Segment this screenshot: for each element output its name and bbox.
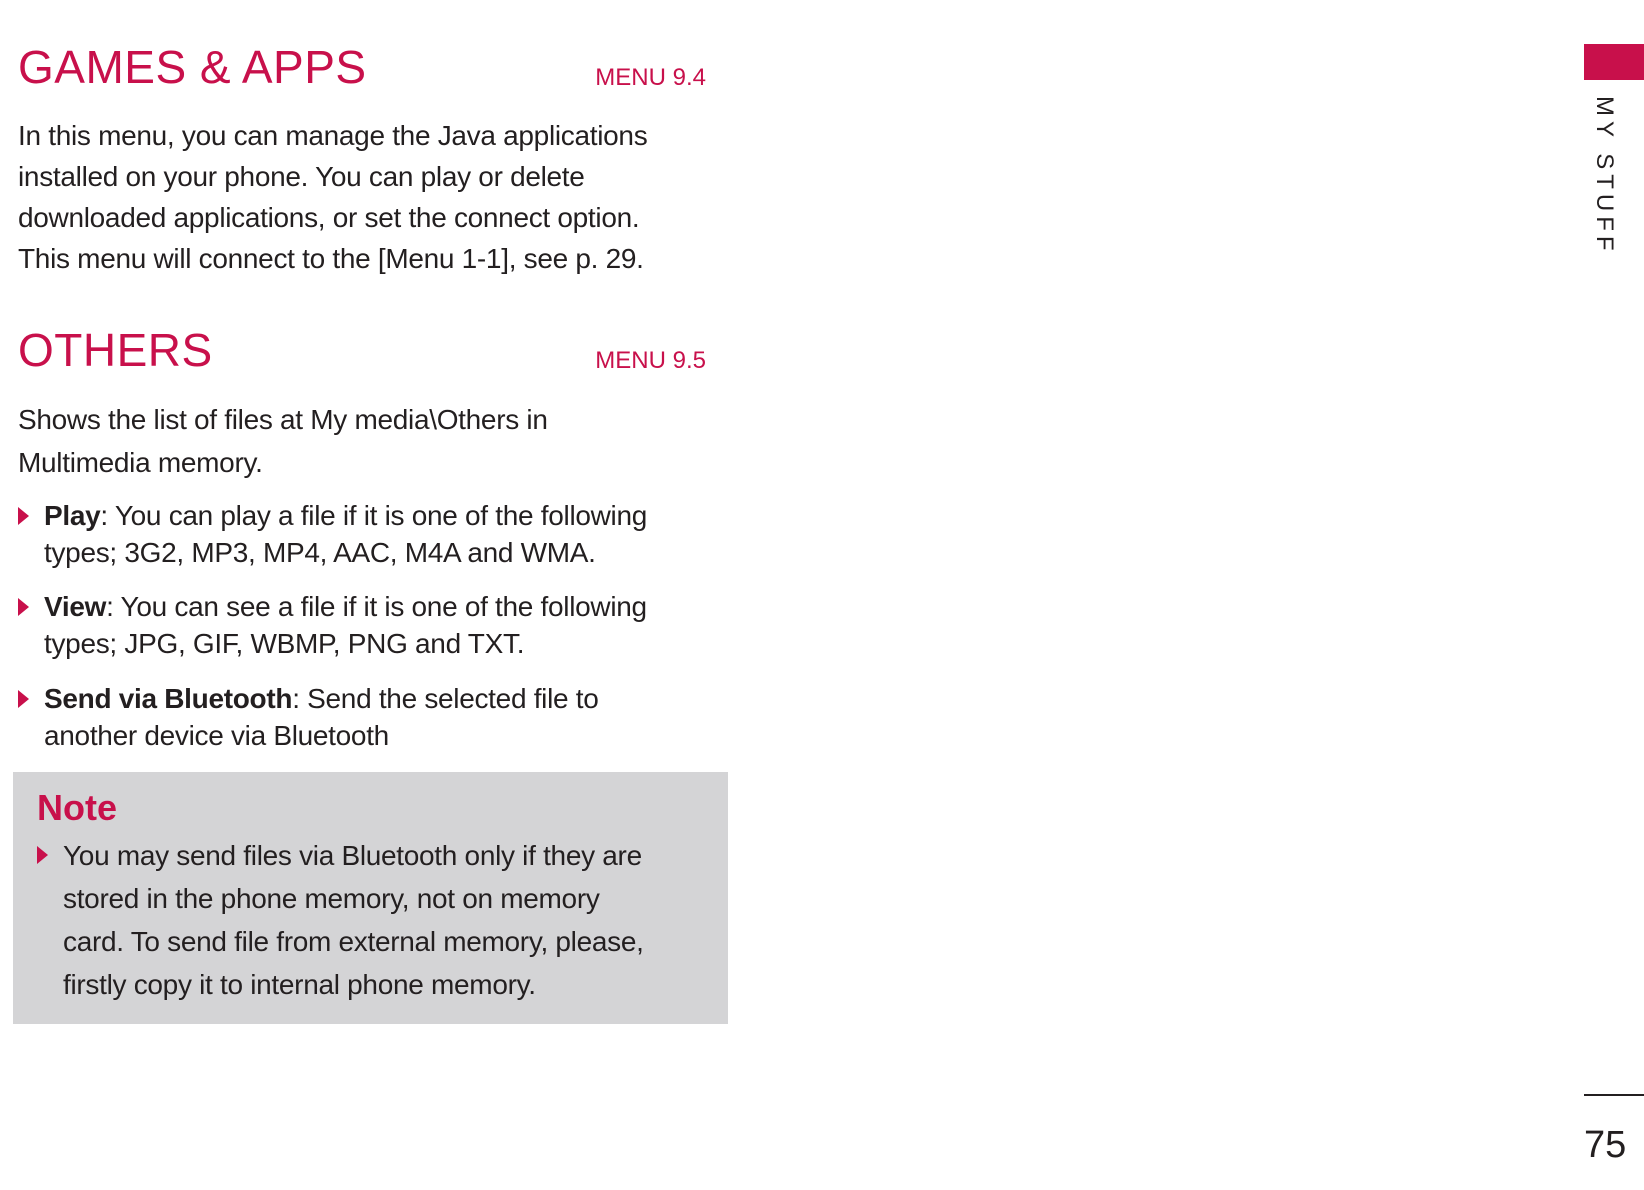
others-title: OTHERS [18, 324, 213, 376]
games-apps-title: GAMES & APPS [18, 41, 367, 93]
bullet-term: View [44, 591, 107, 622]
text-line: In this menu, you can manage the Java applications [18, 120, 648, 151]
bullet-text: : Send the selected file to [292, 683, 599, 714]
games-apps-menu-number: MENU 9.4 [595, 64, 706, 91]
games-apps-description [18, 115, 708, 279]
text-line: downloaded applications, or set the connect option. [18, 202, 640, 233]
bullet-text: types; JPG, GIF, WBMP, PNG and TXT. [44, 628, 525, 659]
bullet-term: Send via Bluetooth [44, 683, 293, 714]
text-line: Multimedia memory. [18, 447, 263, 478]
section-tab-marker [1584, 44, 1644, 80]
others-menu-number: MENU 9.5 [595, 347, 706, 374]
text-line: This menu will connect to the [Menu 1-1], see p. 29. [18, 243, 644, 274]
text-line: card. To send file from external memory, please, [63, 926, 644, 957]
page-number-rule [1584, 1094, 1644, 1096]
note-box [13, 772, 728, 1024]
others-description [18, 398, 708, 484]
games-apps-heading-row [16, 30, 706, 93]
bullet-text: : You can play a file if it is one of the following [100, 500, 648, 531]
bullet-text: : You can see a file if it is one of the following [106, 591, 647, 622]
bullet-arrow-icon [18, 507, 29, 525]
bullet-arrow-icon [18, 690, 29, 708]
bullet-text: types; 3G2, MP3, MP4, AAC, M4A and WMA. [44, 537, 596, 568]
text-line: firstly copy it to internal phone memory. [63, 969, 536, 1000]
others-heading-row [16, 313, 706, 376]
bullet-text: another device via Bluetooth [44, 720, 389, 751]
bullet-arrow-icon [37, 846, 48, 864]
page-number: 75 [1584, 1124, 1627, 1166]
text-line: You may send files via Bluetooth only if they are [63, 840, 642, 871]
bullet-arrow-icon [18, 598, 29, 616]
text-line: stored in the phone memory, not on memory [63, 883, 600, 914]
section-tab-label: MY STUFF [1591, 96, 1618, 256]
bullet-term: Play [44, 500, 101, 531]
text-line: installed on your phone. You can play or delete [18, 161, 585, 192]
text-line: Shows the list of files at My media\Others in [18, 404, 548, 435]
note-title: Note [37, 787, 117, 828]
